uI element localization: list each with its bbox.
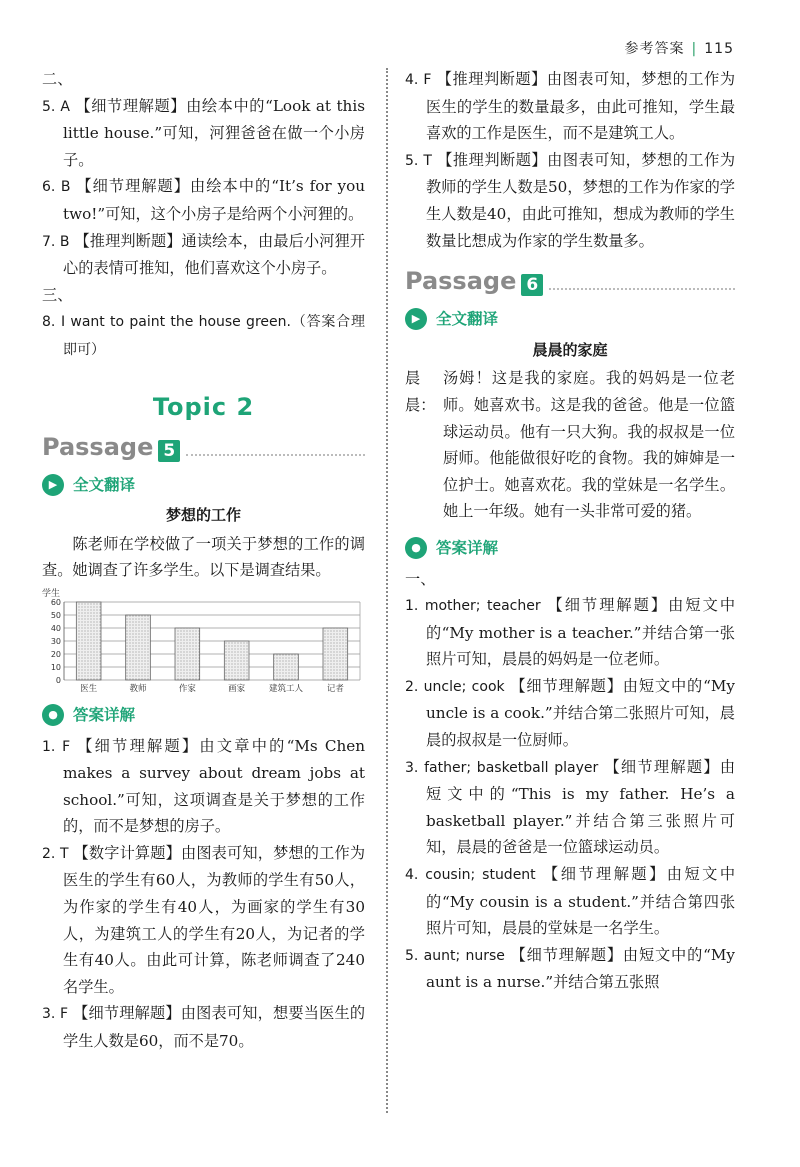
dream-jobs-chart bbox=[42, 588, 362, 694]
answer-icon: ● bbox=[42, 704, 64, 726]
x-tick-label: 记者 bbox=[326, 683, 344, 694]
header-section: 参考答案 bbox=[624, 41, 685, 57]
part1-heading: 一、 bbox=[405, 569, 436, 588]
bar-0 bbox=[76, 602, 101, 680]
y-tick-label: 0 bbox=[55, 675, 61, 685]
answer-a1: 1. F 【细节理解题】由文章中的“Ms Chen makes a survey about dream jobs at school.”可知，这项调查是关于梦想的工作的，而不是梦想的房子。 bbox=[42, 736, 365, 836]
header-separator: | bbox=[691, 41, 698, 57]
y-tick-label: 30 bbox=[50, 636, 61, 646]
translation-heading: ▶ 全文翻译 bbox=[405, 306, 735, 333]
y-tick-label: 40 bbox=[50, 623, 61, 633]
answer-q5: 5. A 【细节理解题】由绘本中的“Look at this little house.”可知，河狸爸爸在做一个小房子。 bbox=[42, 96, 365, 169]
y-axis-label: 学生 bbox=[42, 588, 61, 599]
answers-heading: ● 答案详解 bbox=[405, 535, 735, 562]
x-tick-label: 建筑工人 bbox=[268, 683, 304, 694]
translation-heading: ▶ 全文翻译 bbox=[42, 472, 365, 499]
bar-4 bbox=[274, 654, 299, 680]
passage-5-heading: Passage 5 bbox=[42, 432, 365, 462]
answer-q8: 8. I want to paint the house green.（答案合理即可） bbox=[42, 314, 365, 358]
play-icon: ▶ bbox=[42, 474, 64, 496]
answer-b4: 4. cousin; student 【细节理解题】由短文中的“My cousin is a student.”并结合第四张照片可知，晨晨的堂妹是一名学生。 bbox=[405, 865, 736, 938]
play-icon: ▶ bbox=[405, 308, 427, 330]
page-number: 115 bbox=[704, 41, 734, 57]
x-tick-label: 画家 bbox=[228, 683, 246, 694]
left-column bbox=[42, 66, 365, 1055]
part2-heading: 二、 bbox=[42, 70, 73, 88]
answer-a3: 3. F 【细节理解题】由图表可知，想要当医生的学生人数是60，而不是70。 bbox=[42, 1004, 366, 1051]
answer-q7: 7. B 【推理判断题】通读绘本，由最后小河狸开心的表情可推知，他们喜欢这个小房子。 bbox=[42, 231, 365, 278]
bar-3 bbox=[224, 641, 249, 680]
answer-b1: 1. mother; teacher 【细节理解题】由短文中的“My mother is a teacher.”并结合第一张照片可知，晨晨的妈妈是一位老师。 bbox=[405, 596, 736, 669]
passage-6-heading: Passage 6 bbox=[405, 266, 735, 296]
answer-icon: ● bbox=[405, 537, 427, 559]
passage-number: 6 bbox=[521, 274, 543, 296]
article-text: 陈老师在学校做了一项关于梦想的工作的调查。她调查了许多学生。以下是调查结果。 bbox=[42, 534, 365, 580]
answer-q6: 6. B 【细节理解题】由绘本中的“It’s for you two!”可知，这个小房子是给两个小河狸的。 bbox=[42, 177, 365, 223]
y-tick-label: 60 bbox=[50, 597, 61, 607]
dialogue bbox=[405, 365, 735, 525]
y-tick-label: 20 bbox=[50, 649, 61, 659]
column-divider bbox=[386, 68, 388, 1113]
answer-a5: 5. T 【推理判断题】由图表可知，梦想的工作为教师的学生人数是50，梦想的工作为作家的学生人数是40，由此可推知，想成为教师的学生数量比想成为作家的学生数量多。 bbox=[405, 150, 736, 250]
y-tick-label: 10 bbox=[50, 662, 61, 672]
answer-b2: 2. uncle; cook 【细节理解题】由短文中的“My uncle is a cook.”并结合第二张照片可知，晨晨的叔叔是一位厨师。 bbox=[405, 676, 736, 750]
bar-2 bbox=[175, 628, 200, 680]
right-column bbox=[405, 66, 735, 996]
page-header bbox=[625, 38, 734, 58]
x-tick-label: 作家 bbox=[178, 683, 196, 694]
x-tick-label: 医生 bbox=[80, 683, 98, 694]
answer-b5: 5. aunt; nurse 【细节理解题】由短文中的“My aunt is a nurse.”并结合第五张照 bbox=[405, 945, 736, 992]
article-title: 晨晨的家庭 bbox=[532, 340, 608, 359]
answer-a4: 4. F 【推理判断题】由图表可知，梦想的工作为医生的学生的数量最多，由此可推知，学生最喜欢的工作是医生，而不是建筑工人。 bbox=[405, 70, 736, 143]
article-text: 汤姆！这是我的家庭。我的妈妈是一位老师。她喜欢书。这是我的爸爸。他是一位篮球运动员。他有一只大狗。我的叔叔是一位厨师。他能做很好吃的食物。我的婶婶是一位护士。她喜欢花。我的堂妹是一名学生。她上一年级。她有一头非常可爱的猪。 bbox=[443, 369, 735, 521]
x-tick-label: 教师 bbox=[129, 683, 147, 694]
bar-1 bbox=[126, 615, 151, 680]
answers-heading: ● 答案详解 bbox=[42, 702, 365, 729]
answer-b3: 3. father; basketball player 【细节理解题】由短文中的“This is my father. He’s a basketball player.”并结合第三张照片可知，晨晨的爸爸是一位篮球运动员。 bbox=[405, 757, 736, 857]
part3-heading: 三、 bbox=[42, 285, 73, 304]
y-tick-label: 50 bbox=[50, 610, 61, 620]
bar-chart bbox=[42, 588, 362, 694]
topic-title: Topic 2 bbox=[152, 392, 255, 421]
speaker-label: 晨晨： bbox=[405, 369, 436, 414]
article-title: 梦想的工作 bbox=[165, 506, 241, 525]
answer-a2: 2. T 【数字计算题】由图表可知，梦想的工作为医生的学生有60人，为教师的学生有50人，为作家的学生有40人，为画家的学生有30人，为建筑工人的学生有20人，为记者的学生有40人。由此可计算，陈老师调查了240名学生。 bbox=[42, 843, 366, 996]
bar-5 bbox=[323, 628, 348, 680]
passage-number: 5 bbox=[158, 440, 180, 462]
